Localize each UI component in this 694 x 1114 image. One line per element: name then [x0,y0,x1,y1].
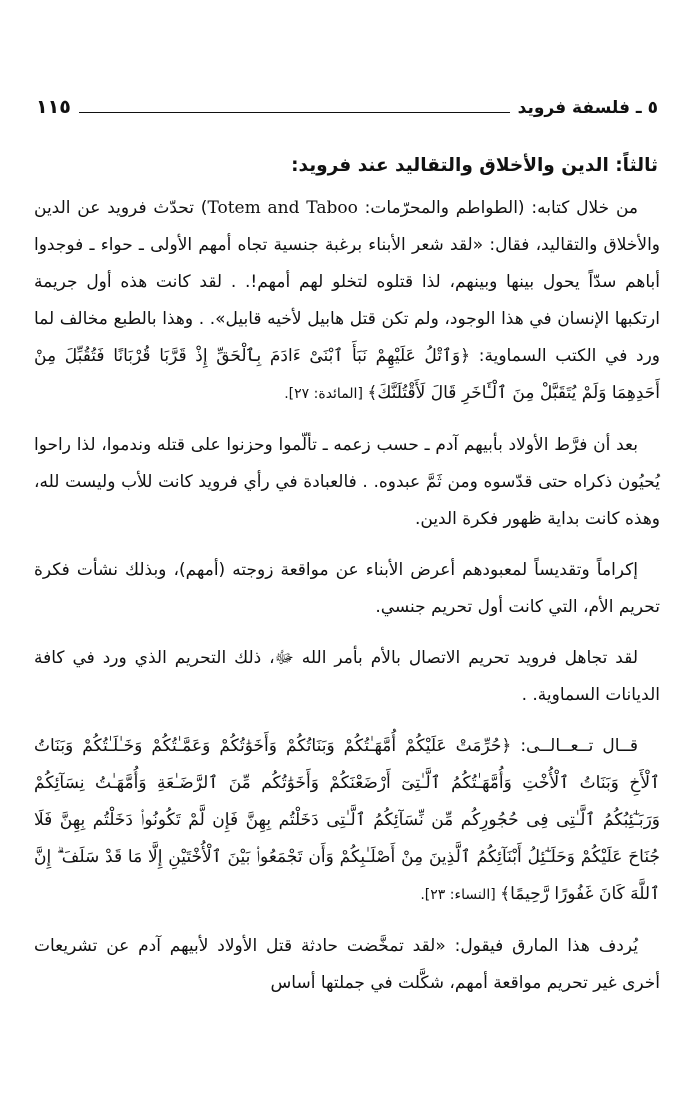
verse-reference: [المائدة: ٢٧]. [284,386,368,402]
chapter-title: ٥ ـ فلسفة فرويد [517,98,658,118]
paragraph-text: ) تحدّث فرويد عن الدين والأخلاق والتقاليد، فقال: «لقد شعر الأبناء برغبة جنسية تجاه أمهم الأولى ـ حواء ـ فوجدوا أباهم سدّاً يحول بينها وبينهم، لذا قتلوه لتخلو لهم أمهم!. . لقد كانت هذه أول جريمة ارتكبها الإنسان في هذا الوجود، ولم تكن قتل هابيل لأخيه قابيل». . وهذا بالطبع مخالف لما ورد في الكتب السماوية: [34,198,660,366]
paragraph-father-worship: بعد أن فرَّط الأولاد بأبيهم آدم ـ حسب زعمه ـ تألّموا وحزنوا على قتله وندموا، لذا راحوا يُحيُون ذكراه حتى قدّسوه ومن ثَمَّ عبدوه. . فالعبادة في رأي فرويد كانت للأب وليست لله، وهذه كانت بداية ظهور فكرة الدين. [34,435,660,529]
paragraph-text: قــال تــعــالــى: [511,736,638,756]
section-heading: ثالثاً: الدين والأخلاق والتقاليد عند فرويد: [291,155,658,176]
paragraph-totem-taboo [34,190,660,413]
quran-verse: ﴿وَٱتْلُ عَلَيْهِمْ نَبَأَ ٱبْنَىْ ءَادَمَ بِٱلْحَقِّ إِذْ قَرَّبَا قُرْبَانًا فَتُقُبِّلَ مِنْ أَحَدِهِمَا وَلَمْ يُتَقَبَّلْ مِنَ ٱلْـَٔاخَرِ قَالَ لَأَقْتُلَنَّكَ﴾ [34,346,660,403]
latin-book-title: Totem and Taboo [207,198,358,218]
quran-verse: ﴿حُرِّمَتْ عَلَيْكُمْ أُمَّهَـٰتُكُمْ وَبَنَاتُكُمْ وَأَخَوَٰتُكُمْ وَعَمَّـٰتُكُمْ وَخَـٰلَـٰتُكُمْ وَبَنَاتُ ٱلْأَخِ وَبَنَاتُ ٱلْأُخْتِ وَأُمَّهَـٰتُكُمُ ٱلَّـٰتِىٓ أَرْضَعْنَكُمْ وَأَخَوَٰتُكُم مِّنَ ٱلرَّضَـٰعَةِ وَأُمَّهَـٰتُ نِسَآئِكُمْ وَرَبَـٰٓئِبُكُمُ ٱلَّـٰتِى فِى حُجُورِكُم مِّن نِّسَآئِكُمُ ٱلَّـٰتِى دَخَلْتُم بِهِنَّ فَإِن لَّمْ تَكُونُوا۟ دَخَلْتُم بِهِنَّ فَلَا جُنَاحَ عَلَيْكُمْ وَحَلَـٰٓئِلُ أَبْنَآئِكُمُ ٱلَّذِينَ مِنْ أَصْلَـٰبِكُمْ وَأَن تَجْمَعُوا۟ بَيْنَ ٱلْأُخْتَيْنِ إِلَّا مَا قَدْ سَلَفَ ۗ إِنَّ ٱللَّهَ كَانَ غَفُورًا رَّحِيمًا﴾ [34,736,660,904]
paragraph-divine-prohibition: لقد تجاهل فرويد تحريم الاتصال بالأم بأمر الله ﷻ، ذلك التحريم الذي ورد في كافة الديانات السماوية. . [34,648,660,705]
paragraph-text: من خلال كتابه: (الطواطم والمحرّمات: [357,198,639,218]
paragraph-legislation: يُردف هذا المارق فيقول: «لقد تمخَّضت حادثة قتل الأولاد لأبيهم آدم عن تشريعات أخرى غير تحريم مواقعة أمهم، شكَّلت في جملتها أساس [34,936,660,993]
paragraph-mother-taboo: إكراماً وتقديساً لمعبودهم أعرض الأبناء عن مواقعة زوجته (أمهم)، وبذلك نشأت فكرة تحريم الأم، التي كانت أول تحريم جنسي. [34,560,660,617]
paragraph-nisa-verse [34,728,660,914]
body-text [34,190,660,1016]
running-header [36,88,658,118]
header-rule [79,112,510,113]
verse-reference: [النساء: ٢٣]. [420,887,501,903]
page-number: ١١٥ [36,96,71,118]
